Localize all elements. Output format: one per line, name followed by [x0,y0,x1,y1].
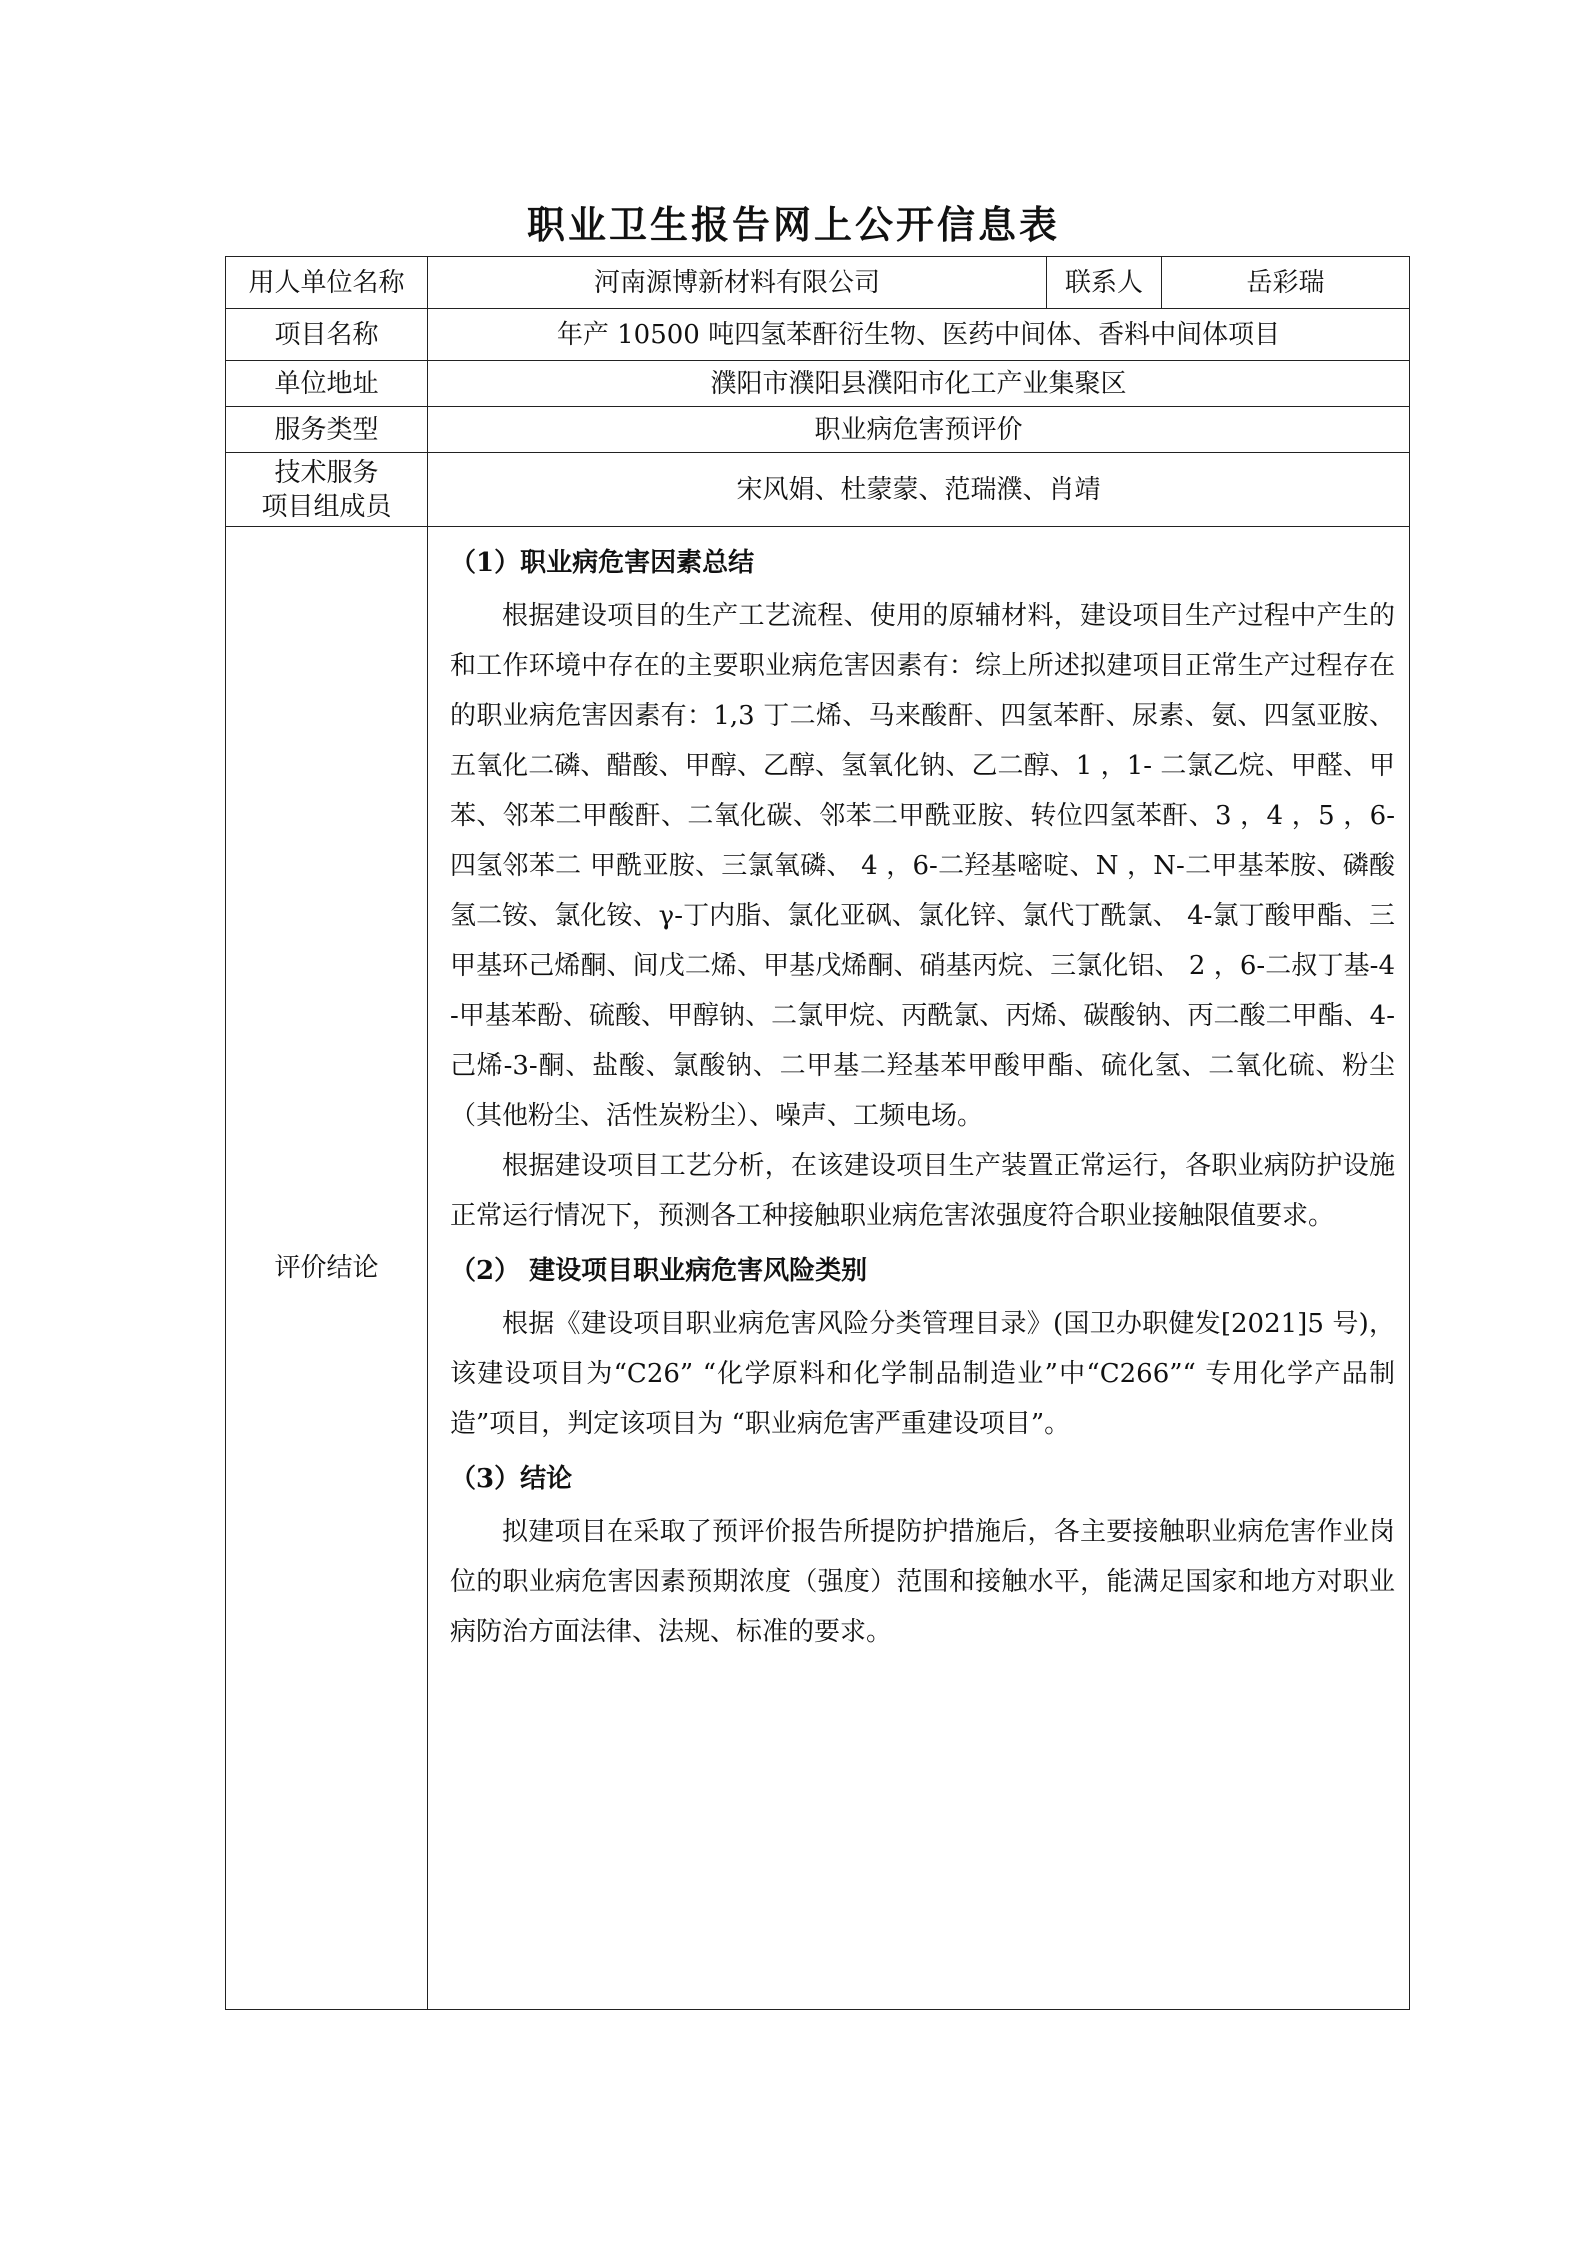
conclusion-content [428,527,1410,2010]
team-label-line1: 技术服务 [274,457,379,488]
section3-heading: （3）结论 [450,1464,573,1494]
employer-value: 河南源博新材料有限公司 [428,257,1047,309]
row-address [226,361,1410,407]
contact-label: 联系人 [1047,257,1162,309]
row-conclusion [226,527,1410,2010]
row-employer [226,257,1410,309]
service-label: 服务类型 [226,407,428,453]
page-title: 职业卫生报告网上公开信息表 [526,202,1060,247]
team-value: 宋风娟、杜蒙蒙、范瑞濮、肖靖 [428,453,1410,527]
row-service [226,407,1410,453]
conclusion-label: 评价结论 [226,527,428,2010]
section1-paragraph-2: 根据建设项目工艺分析，在该建设项目生产装置正常运行，各职业病防护设施正常运行情况下，预测各工种接触职业病危害浓强度符合职业接触限值要求。 [450,1151,1395,1231]
project-value: 年产 10500 吨四氢苯酐衍生物、医药中间体、香料中间体项目 [428,309,1410,361]
section2-paragraph: 根据《建设项目职业病危害风险分类管理目录》(国卫办职健发[2021]5 号)，该建设项目为“C26” “化学原料和化学制品制造业”中“C266”“ 专用化学产品制造”项目，判定该项目为 “职业病危害严重建设项目”。 [450,1309,1395,1439]
row-project [226,309,1410,361]
employer-label: 用人单位名称 [226,257,428,309]
team-label [226,453,428,527]
address-label: 单位地址 [226,361,428,407]
row-team [226,453,1410,527]
section3-paragraph: 拟建项目在采取了预评价报告所提防护措施后，各主要接触职业病危害作业岗位的职业病危害因素预期浓度（强度）范围和接触水平，能满足国家和地方对职业病防治方面法律、法规、标准的要求。 [450,1517,1395,1647]
section2-heading: （2） 建设项目职业病危害风险类别 [450,1256,868,1286]
section1-paragraph: 根据建设项目的生产工艺流程、使用的原辅材料，建设项目生产过程中产生的和工作环境中存在的主要职业病危害因素有：综上所述拟建项目正常生产过程存在的职业病危害因素有：1,3 丁二烯、马来酸酐、四氢苯酐、尿素、氨、四氢亚胺、五氧化二磷、醋酸、甲醇、乙醇、氢氧化钠、乙二醇、1 ，1- 二氯乙烷、甲醛、甲苯、邻苯二甲酸酐、二氧化碳、邻苯二甲酰亚胺、转位四氢苯酐、3 ，4 ，5 ，6-四氢邻苯二 甲酰亚胺、三氯氧磷、 4 ，6-二羟基嘧啶、N ，N-二甲基苯胺、磷酸氢二铵、氯化铵、γ-丁内脂、氯化亚砜、氯化锌、氯代丁酰氯、 4-氯丁酸甲酯、三甲基环己烯酮、间戊二烯、甲基戊烯酮、硝基丙烷、三氯化铝、 2 ，6-二叔丁基-4-甲基苯酚、硫酸、甲醇钠、二氯甲烷、丙酰氯、丙烯、碳酸钠、丙二酸二甲酯、4-己烯-3-酮、盐酸、氯酸钠、二甲基二羟基苯甲酸甲酯、硫化氢、二氧化硫、粉尘（其他粉尘、活性炭粉尘）、噪声、工频电场。 [450,601,1395,1131]
section1-heading: （1）职业病危害因素总结 [450,548,755,578]
info-table [225,256,1410,2010]
address-value: 濮阳市濮阳县濮阳市化工产业集聚区 [428,361,1410,407]
team-label-line2: 项目组成员 [261,491,392,522]
contact-value: 岳彩瑞 [1162,257,1410,309]
project-label: 项目名称 [226,309,428,361]
service-value: 职业病危害预评价 [428,407,1410,453]
